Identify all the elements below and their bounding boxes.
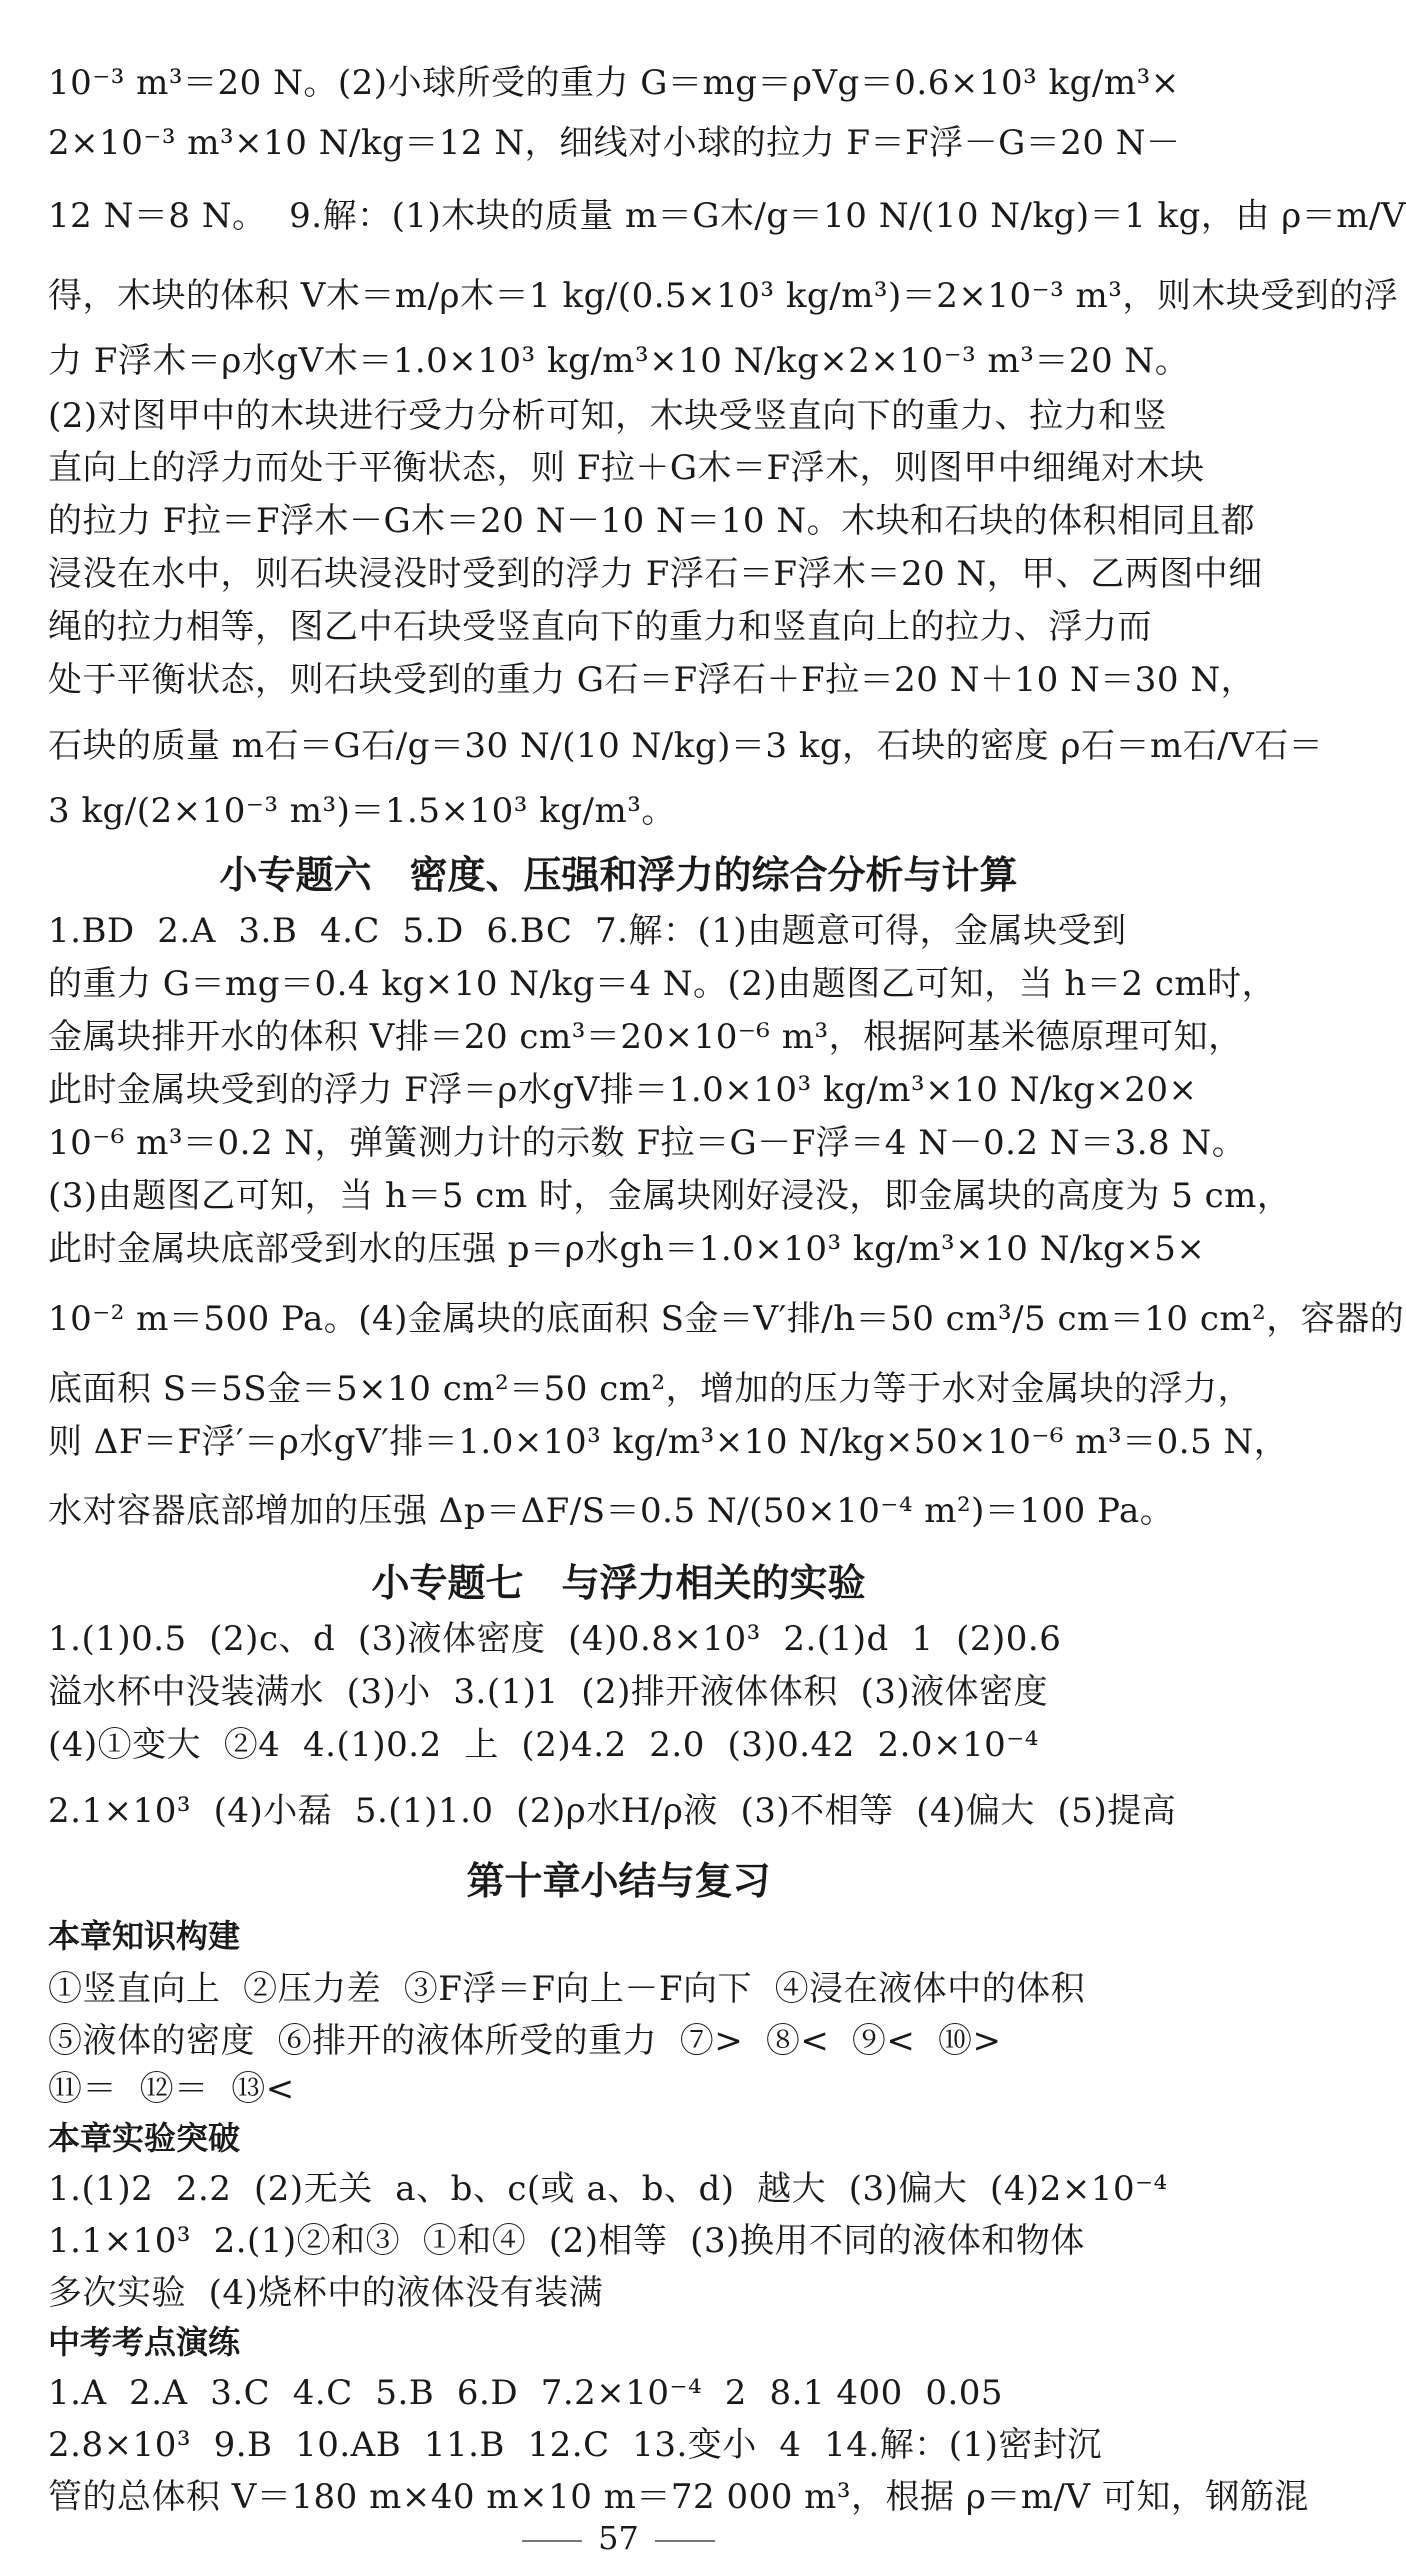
section-heading-7: 小专题七 与浮力相关的实验 — [371, 1561, 866, 1605]
text-line: 2.8×10³ 9.B 10.AB 11.B 12.C 13.变小 4 14.解：(1)密封沉 — [48, 2425, 1102, 2465]
text-line: 10⁻³ m³＝20 N。(2)小球所受的重力 G＝mg＝ρVg＝0.6×10³ kg/m³× — [48, 63, 1180, 103]
text-line: 直向上的浮力而处于平衡状态，则 F拉＋G木＝F浮木，则图甲中细绳对木块 — [48, 448, 1205, 488]
text-line: 1.BD 2.A 3.B 4.C 5.D 6.BC 7.解：(1)由题意可得，金属块受到 — [48, 911, 1127, 951]
text-line: ①竖直向上 ②压力差 ③F浮＝F向上－F向下 ④浸在液体中的体积 — [48, 1969, 1086, 2009]
text-line: 1.(1)2 2.2 (2)无关 a、b、c(或 a、b、d) 越大 (3)偏大 (4)2×10⁻⁴ — [48, 2169, 1168, 2209]
text-line: 10⁻⁶ m³＝0.2 N，弹簧测力计的示数 F拉＝G－F浮＝4 N－0.2 N＝3.8 N。 — [48, 1123, 1247, 1163]
text-line: 处于平衡状态，则石块受到的重力 G石＝F浮石＋F拉＝20 N＋10 N＝30 N， — [48, 660, 1256, 700]
page-number-dash-right — [655, 2540, 715, 2542]
text-line: 金属块排开水的体积 V排＝20 cm³＝20×10⁻⁶ m³，根据阿基米德原理可知， — [48, 1017, 1243, 1057]
text-line: 1.(1)0.5 (2)c、d (3)液体密度 (4)0.8×10³ 2.(1)d 1 (2)0.6 — [48, 1619, 1062, 1659]
text-line: 的拉力 F拉＝F浮木－G木＝20 N－10 N＝10 N。木块和石块的体积相同且都 — [48, 501, 1256, 541]
text-line: 得，木块的体积 V木＝m/ρ木＝1 kg/(0.5×10³ kg/m³)＝2×10⁻³ m³，则木块受到的浮 — [48, 276, 1399, 316]
text-line: 水对容器底部增加的压强 Δp＝ΔF/S＝0.5 N/(50×10⁻⁴ m²)＝100 Pa。 — [48, 1491, 1175, 1531]
page-number — [0, 2518, 1237, 2558]
text-line: 10⁻² m＝500 Pa。(4)金属块的底面积 S金＝V′排/h＝50 cm³/5 cm＝10 cm²，容器的 — [48, 1299, 1405, 1339]
page-number-dash-left — [522, 2540, 582, 2542]
text-line: 浸没在水中，则石块浸没时受到的浮力 F浮石＝F浮木＝20 N，甲、乙两图中细 — [48, 554, 1263, 594]
text-line: 1.A 2.A 3.C 4.C 5.B 6.D 7.2×10⁻⁴ 2 8.1 400 0.05 — [48, 2373, 1004, 2413]
text-line: 3 kg/(2×10⁻³ m³)＝1.5×10³ kg/m³。 — [48, 791, 676, 831]
text-line: 力 F浮木＝ρ水gV木＝1.0×10³ kg/m³×10 N/kg×2×10⁻³ m³＝20 N。 — [48, 341, 1190, 381]
subheading-exam-practice: 中考考点演练 — [48, 2323, 241, 2361]
text-line: (2)对图甲中的木块进行受力分析可知，木块受竖直向下的重力、拉力和竖 — [48, 396, 1168, 436]
text-line: 12 N＝8 N。 9.解：(1)木块的质量 m＝G木/g＝10 N/(10 N/kg)＝1 kg，由 ρ＝m/V — [48, 196, 1406, 236]
text-line: 此时金属块底部受到水的压强 p＝ρ水gh＝1.0×10³ kg/m³×10 N/kg×5× — [48, 1229, 1206, 1269]
text-line: ⑤液体的密度 ⑥排开的液体所受的重力 ⑦> ⑧< ⑨< ⑩> — [48, 2021, 1002, 2061]
subheading-experiments: 本章实验突破 — [48, 2119, 241, 2157]
subheading-knowledge: 本章知识构建 — [48, 1917, 241, 1955]
section-heading-6: 小专题六 密度、压强和浮力的综合分析与计算 — [219, 853, 1018, 897]
text-line: 此时金属块受到的浮力 F浮＝ρ水gV排＝1.0×10³ kg/m³×10 N/kg×20× — [48, 1070, 1198, 1110]
text-line: 底面积 S＝5S金＝5×10 cm²＝50 cm²，增加的压力等于水对金属块的浮力， — [48, 1369, 1253, 1409]
text-line: (3)由题图乙可知，当 h＝5 cm 时，金属块刚好浸没，即金属块的高度为 5 cm， — [48, 1176, 1292, 1216]
page-number-value: 57 — [598, 2519, 639, 2557]
chapter-heading: 第十章小结与复习 — [466, 1859, 771, 1903]
text-line: 的重力 G＝mg＝0.4 kg×10 N/kg＝4 N。(2)由题图乙可知，当 h＝2 cm时， — [48, 964, 1277, 1004]
text-line: 2×10⁻³ m³×10 N/kg＝12 N，细线对小球的拉力 F＝F浮－G＝20 N－ — [48, 123, 1181, 163]
text-line: ⑪＝ ⑫＝ ⑬< — [48, 2069, 295, 2109]
text-line: 则 ΔF＝F浮′＝ρ水gV′排＝1.0×10³ kg/m³×10 N/kg×50×10⁻⁶ m³＝0.5 N， — [48, 1422, 1289, 1462]
text-line: 多次实验 (4)烧杯中的液体没有装满 — [48, 2273, 604, 2313]
text-line: 绳的拉力相等，图乙中石块受竖直向下的重力和竖直向上的拉力、浮力而 — [48, 607, 1152, 647]
text-line: 管的总体积 V＝180 m×40 m×10 m＝72 000 m³，根据 ρ＝m/V 可知，钢筋混 — [48, 2477, 1309, 2517]
text-line: 2.1×10³ (4)小磊 5.(1)1.0 (2)ρ水H/ρ液 (3)不相等 (4)偏大 (5)提高 — [48, 1791, 1177, 1831]
text-line: 石块的质量 m石＝G石/g＝30 N/(10 N/kg)＝3 kg，石块的密度 ρ石＝m石/V石＝ — [48, 726, 1324, 766]
text-line: 溢水杯中没装满水 (3)小 3.(1)1 (2)排开液体体积 (3)液体密度 — [48, 1672, 1049, 1712]
text-line: (4)①变大 ②4 4.(1)0.2 上 (2)4.2 2.0 (3)0.42 2.0×10⁻⁴ — [48, 1725, 1039, 1765]
text-line: 1.1×10³ 2.(1)②和③ ①和④ (2)相等 (3)换用不同的液体和物体 — [48, 2221, 1085, 2261]
